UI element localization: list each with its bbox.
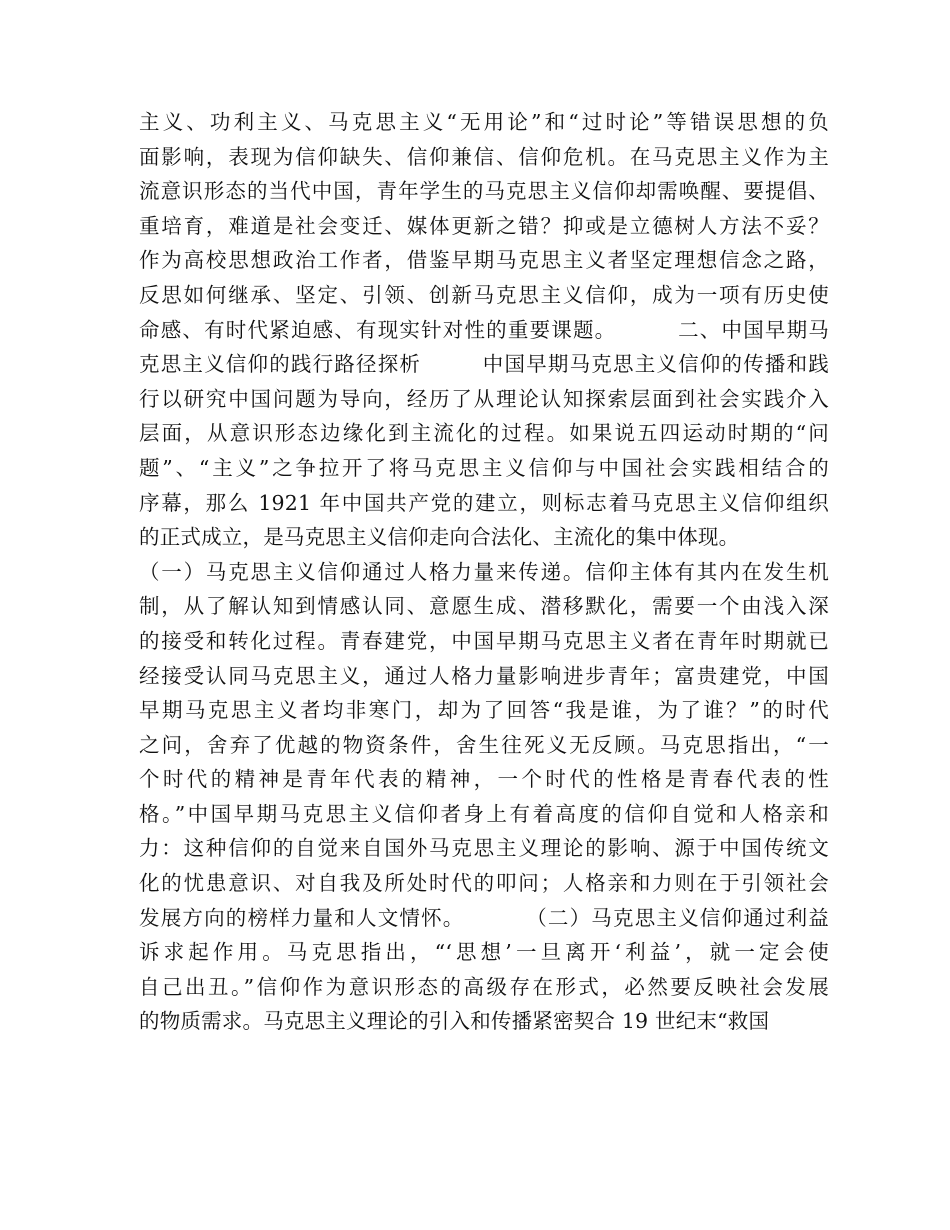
text-line: 流意识形态的当代中国，青年学生的马克思主义信仰却需唤醒、要提倡、	[139, 179, 829, 204]
text-line: 作为高校思想政治工作者，借鉴早期马克思主义者坚定理想信念之路，	[139, 248, 829, 273]
text-line: 的物质需求。马克思主义理论的引入和传播紧密契合 19 世纪末“救国	[139, 1009, 770, 1034]
text-line: 个时代的精神是青年代表的精神，一个时代的性格是青春代表的性	[139, 767, 829, 792]
text-line: 力：这种信仰的自觉来自国外马克思主义理论的影响、源于中国传统文	[139, 836, 829, 861]
text-line: 早期马克思主义者均非寒门，却为了回答“我是谁，为了谁？”的时代	[139, 698, 829, 723]
text-line: 行以研究中国问题为导向，经历了从理论认知探索层面到社会实践介入	[139, 386, 829, 411]
text-line: 序幕，那么 1921 年中国共产党的建立，则标志着马克思主义信仰组织	[139, 490, 829, 515]
text-line: 诉求起作用。马克思指出，“‘思想’一旦离开‘利益’，就一定会使	[139, 940, 829, 965]
body-text	[139, 105, 829, 1039]
text-line: 重培育，难道是社会变迁、媒体更新之错？抑或是立德树人方法不妥？	[139, 213, 829, 238]
text-line: 自己出丑。”信仰作为意识形态的高级存在形式，必然要反映社会发展	[139, 974, 829, 999]
text-line: 面影响，表现为信仰缺失、信仰兼信、信仰危机。在马克思主义作为主	[139, 144, 829, 169]
text-line: 反思如何继承、坚定、引领、创新马克思主义信仰，成为一项有历史使	[139, 282, 829, 307]
text-line: 层面，从意识形态边缘化到主流化的过程。如果说五四运动时期的“问	[139, 421, 829, 446]
text-line: 制，从了解认知到情感认同、意愿生成、潜移默化，需要一个由浅入深	[139, 594, 829, 619]
text-line: 格。”中国早期马克思主义信仰者身上有着高度的信仰自觉和人格亲和	[139, 801, 829, 826]
text-line: 的接受和转化过程。青春建党，中国早期马克思主义者在青年时期就已	[139, 628, 829, 653]
text-line: 化的忧患意识、对自我及所处时代的叩问；人格亲和力则在于引领社会	[139, 871, 829, 896]
text-line: 之问，舍弃了优越的物资条件，舍生往死义无反顾。马克思指出，“一	[139, 732, 829, 757]
text-line: 克思主义信仰的践行路径探析 中国早期马克思主义信仰的传播和践	[139, 352, 829, 377]
text-line: 发展方向的榜样力量和人文情怀。 （二）马克思主义信仰通过利益	[139, 905, 829, 930]
text-line: 题”、“主义”之争拉开了将马克思主义信仰与中国社会实践相结合的	[139, 455, 829, 480]
text-line: 的正式成立，是马克思主义信仰走向合法化、主流化的集中体现。	[139, 525, 740, 550]
text-line: 经接受认同马克思主义，通过人格力量影响进步青年；富贵建党，中国	[139, 663, 829, 688]
text-line: （一）马克思主义信仰通过人格力量来传递。信仰主体有其内在发生机	[139, 559, 829, 584]
text-line: 主义、功利主义、马克思主义“无用论”和“过时论”等错误思想的负	[139, 110, 829, 134]
text-line: 命感、有时代紧迫感、有现实针对性的重要课题。 二、中国早期马	[139, 317, 829, 342]
